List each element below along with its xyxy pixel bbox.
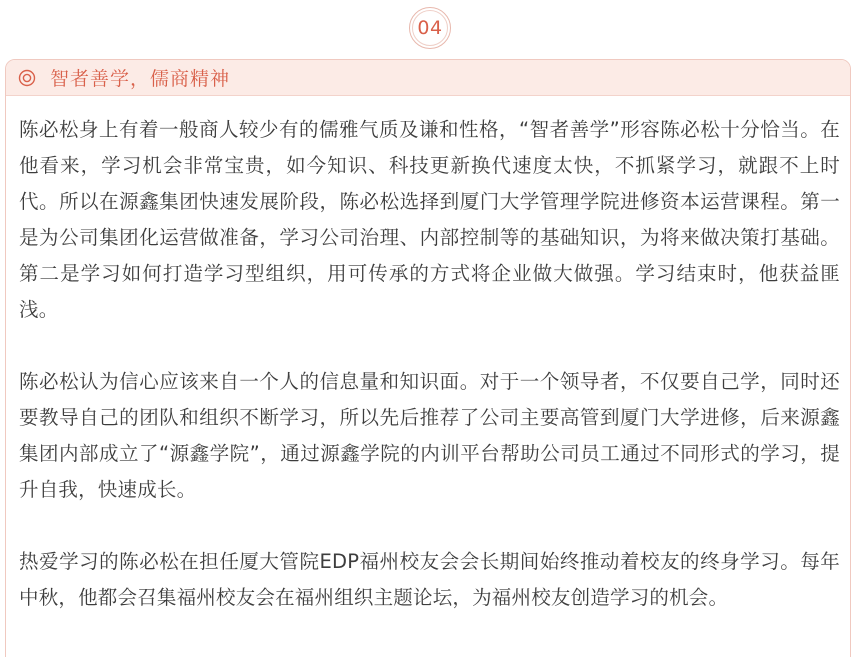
target-icon [18, 69, 36, 87]
badge-outer-ring [409, 7, 451, 49]
paragraph-1: 陈必松身上有着一般商人较少有的儒雅气质及谦和性格，“智者善学”形容陈必松十分恰当。在他看来，学习机会非常宝贵，如今知识、科技更新换代速度太快，不抓紧学习，就跟不上时代。所以在源鑫集团快速发展阶段，陈必松选择到厦门大学管理学院进修资本运营课程。第一是为公司集团化运营做准备，学习公司治理、内部控制等的基础知识，为将来做决策打基础。第二是学习如何打造学习型组织，用可传承的方式将企业做大做强。学习结束时，他获益匪浅。 [19, 118, 840, 321]
badge-number: 04 [412, 10, 448, 46]
paragraph-3: 热爱学习的陈必松在担任厦大管院EDP福州校友会会长期间始终推动着校友的终身学习。每年中秋，他都会召集福州校友会在福州组织主题论坛，为福州校友创造学习的机会。 [19, 550, 840, 609]
section-title: 智者善学，儒商精神 [50, 68, 231, 90]
article-body [6, 96, 850, 616]
section-card [5, 59, 851, 657]
paragraph-2: 陈必松认为信心应该来自一个人的信息量和知识面。对于一个领导者，不仅要自己学，同时还要教导自己的团队和组织不断学习，所以先后推荐了公司主要高管到厦门大学进修，后来源鑫集团内部成立了“源鑫学院”，通过源鑫学院的内训平台帮助公司员工通过不同形式的学习，提升自我，快速成长。 [19, 370, 840, 501]
section-header [6, 60, 850, 96]
section-number-badge [0, 3, 860, 53]
